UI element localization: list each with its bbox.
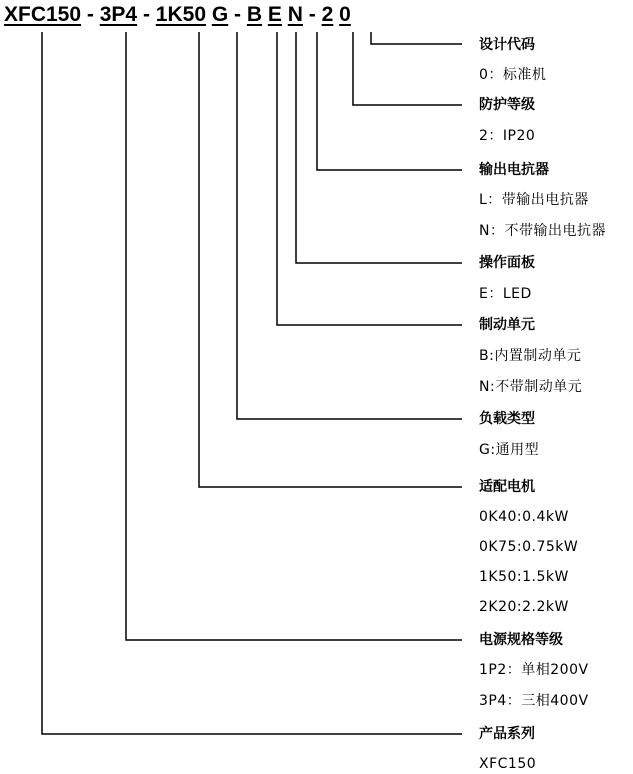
connector-protection [353,32,462,105]
connector-brake-unit [277,32,462,325]
group-title-brake-unit: 制动单元 [479,317,535,333]
option-motor: 2K20:2.2kW [479,599,569,615]
option-power-grade: 3P4：三相400V [479,693,589,709]
connector-design-code [371,32,462,44]
group-title-reactor: 输出电抗器 [479,162,549,178]
code-dash: - [142,3,150,26]
connector-power-grade [126,32,462,640]
connector-load-type [237,32,462,419]
option-motor: 0K75:0.75kW [479,539,579,555]
group-title-power-grade: 电源规格等级 [479,632,563,648]
code-dash: - [234,3,242,26]
option-series: XFC150 [479,756,537,772]
connector-series [42,32,462,734]
group-title-panel: 操作面板 [479,255,535,271]
option-brake-unit: B:内置制动单元 [479,348,582,364]
group-title-motor: 适配电机 [479,479,535,495]
code-design: 0 [339,3,351,26]
option-load-type: G:通用型 [479,442,540,458]
code-power-grade: 3P4 [99,3,138,26]
option-motor: 1K50:1.5kW [479,569,569,585]
group-title-protection: 防护等级 [479,97,535,113]
code-dash: - [86,3,94,26]
option-reactor: L：带输出电抗器 [479,192,589,208]
option-protection: 2：IP20 [479,128,536,144]
connector-panel [296,32,462,263]
option-brake-unit: N:不带制动单元 [479,379,583,395]
option-panel: E：LED [479,286,532,302]
option-reactor: N：不带输出电抗器 [479,223,606,239]
option-design-code: 0：标准机 [479,67,547,83]
code-motor: 1K50 [155,3,206,26]
code-brake-unit: B [246,3,263,26]
group-title-design-code: 设计代码 [479,37,535,53]
connector-reactor [317,32,462,170]
option-power-grade: 1P2：单相200V [479,662,589,678]
code-series: XFC150 [4,3,82,26]
code-panel: E [267,3,282,26]
code-reactor: N [287,3,303,26]
code-protection: 2 [321,3,334,26]
code-load-type: G [211,3,229,26]
option-motor: 0K40:0.4kW [479,509,569,525]
code-dash: - [308,3,316,26]
group-title-series: 产品系列 [479,726,535,742]
group-title-load-type: 负载类型 [479,411,535,427]
